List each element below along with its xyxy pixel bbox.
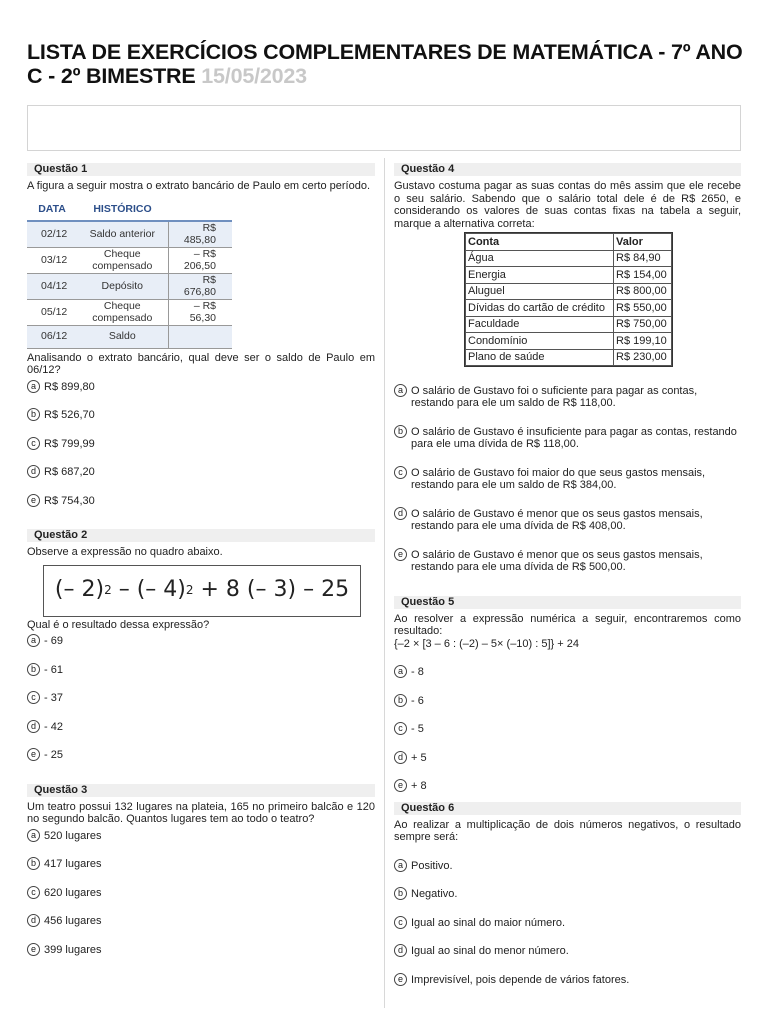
option-e[interactable]: [394, 780, 741, 793]
expression-box: [43, 565, 361, 617]
option-text: - 37: [44, 692, 63, 704]
column-divider: [384, 158, 385, 1008]
question-6: [394, 802, 741, 987]
option-b[interactable]: [394, 888, 741, 901]
table-cell: 03/12: [27, 247, 77, 273]
question-2-prompt: Qual é o resultado dessa expressão?: [27, 618, 210, 631]
student-name-box[interactable]: [27, 105, 741, 151]
expression-part: + 8 (– 3) – 25: [193, 577, 350, 603]
option-c[interactable]: [394, 917, 741, 930]
table-cell: – R$ 206,50: [168, 247, 232, 273]
option-letter-circle: d: [394, 944, 407, 957]
bills-table-frame: [464, 232, 673, 367]
option-letter-circle: d: [394, 507, 407, 520]
option-text: 399 lugares: [44, 943, 102, 956]
table-cell: Dívidas do cartão de crédito: [466, 300, 614, 317]
option-letter-circle: d: [27, 914, 40, 927]
table-cell: Cheque compensado: [77, 299, 168, 325]
table-cell: R$ 485,80: [168, 221, 232, 248]
option-e[interactable]: [27, 749, 375, 762]
option-letter-circle: d: [27, 465, 40, 478]
option-c[interactable]: [27, 438, 375, 451]
table-row: [466, 267, 672, 284]
question-4: [394, 163, 741, 574]
table-cell: R$ 199,10: [614, 333, 672, 350]
table-cell: Condomínio: [466, 333, 614, 350]
option-text: Igual ao sinal do maior número.: [411, 916, 566, 929]
option-a[interactable]: [27, 830, 375, 843]
option-b[interactable]: [394, 426, 741, 451]
question-1: [27, 163, 375, 507]
option-letter-circle: a: [394, 859, 407, 872]
option-letter-circle: e: [27, 494, 40, 507]
option-text: + 8: [411, 780, 427, 792]
table-cell: R$ 550,00: [614, 300, 672, 317]
table-row: [466, 283, 672, 300]
table-cell: – R$ 56,30: [168, 299, 232, 325]
option-letter-circle: b: [394, 887, 407, 900]
table-cell: Aluguel: [466, 283, 614, 300]
option-text: R$ 687,20: [44, 466, 95, 478]
option-text: - 42: [44, 720, 63, 733]
table-cell: Energia: [466, 267, 614, 284]
option-text: 620 lugares: [44, 886, 102, 899]
option-d[interactable]: [394, 508, 741, 533]
option-d[interactable]: [394, 752, 741, 765]
option-letter-circle: c: [394, 466, 407, 479]
bills-table: [465, 233, 672, 366]
option-b[interactable]: [27, 664, 375, 677]
question-5-text: Ao resolver a expressão numérica a seguir, encontraremos como resultado:: [394, 612, 741, 637]
option-text: Positivo.: [411, 859, 453, 872]
option-c[interactable]: [27, 692, 375, 705]
question-5-label: Questão 5: [394, 596, 741, 609]
question-2: [27, 529, 375, 762]
option-e[interactable]: [394, 549, 741, 574]
option-letter-circle: d: [27, 720, 40, 733]
option-c[interactable]: [394, 723, 741, 736]
option-c[interactable]: [394, 467, 741, 492]
table-cell: Depósito: [77, 273, 168, 299]
option-b[interactable]: [27, 409, 375, 422]
option-text: - 69: [44, 635, 63, 647]
table-header-history: HISTÓRICO: [77, 199, 168, 221]
option-letter-circle: a: [27, 829, 40, 842]
question-2-label: Questão 2: [27, 529, 375, 542]
option-text: + 5: [411, 751, 427, 764]
table-row: [466, 349, 672, 366]
option-letter-circle: e: [394, 973, 407, 986]
table-cell: Plano de saúde: [466, 349, 614, 366]
table-cell: Saldo anterior: [77, 221, 168, 248]
option-letter-circle: e: [27, 748, 40, 761]
option-text: R$ 899,80: [44, 380, 95, 393]
option-d[interactable]: [27, 915, 375, 928]
expression-part: – (– 4): [111, 577, 186, 603]
option-text: R$ 526,70: [44, 409, 95, 421]
bills-header-row: [466, 234, 672, 251]
question-4-text: Gustavo costuma pagar as suas contas do mês assim que ele recebe o seu salário. Sabendo que o salário total dele é de R$ 2650, e considerando os valores de suas contas fixas na tabela a seguir, marque a alternativa correta:: [394, 180, 741, 230]
table-row: [466, 300, 672, 317]
option-letter-circle: c: [27, 437, 40, 450]
page-title: [27, 40, 747, 88]
table-cell: R$ 800,00: [614, 283, 672, 300]
table-cell: R$ 230,00: [614, 349, 672, 366]
question-2-text: Observe a expressão no quadro abaixo.: [27, 546, 223, 558]
option-a[interactable]: [27, 635, 375, 648]
question-1-text: A figura a seguir mostra o extrato bancário de Paulo em certo período.: [27, 180, 371, 192]
table-cell: Cheque compensado: [77, 247, 168, 273]
expression-part: (– 2): [54, 577, 105, 603]
option-e[interactable]: [27, 495, 375, 508]
table-header-value: [168, 199, 232, 221]
question-1-prompt: Analisando o extrato bancário, qual deve ser o saldo de Paulo em 06/12?: [27, 351, 375, 376]
option-letter-circle: e: [27, 943, 40, 956]
option-text: O salário de Gustavo foi o suficiente para pagar as contas, restando para ele um saldo de R$ 118,00.: [411, 384, 698, 409]
option-letter-circle: e: [394, 779, 407, 792]
option-letter-circle: c: [27, 691, 40, 704]
option-letter-circle: b: [27, 408, 40, 421]
option-text: Negativo.: [411, 888, 458, 900]
question-3: [27, 784, 375, 957]
option-letter-circle: d: [394, 751, 407, 764]
option-text: O salário de Gustavo é insuficiente para pagar as contas, restando para ele uma dívida de R$ 118,00.: [411, 425, 737, 450]
table-header-account: Conta: [466, 234, 614, 251]
option-a[interactable]: [394, 666, 741, 679]
question-6-text: Ao realizar a multiplicação de dois números negativos, o resultado sempre será:: [394, 818, 741, 843]
option-text: 417 lugares: [44, 858, 102, 870]
title-text: LISTA DE EXERCÍCIOS COMPLEMENTARES DE MATEMÁTICA - 7º ANO C - 2º BIMESTRE: [27, 40, 743, 88]
option-d[interactable]: [27, 721, 375, 734]
option-letter-circle: e: [394, 548, 407, 561]
option-a[interactable]: [27, 381, 375, 394]
option-text: - 61: [44, 663, 63, 676]
option-letter-circle: c: [394, 916, 407, 929]
option-e[interactable]: [27, 944, 375, 957]
option-b[interactable]: [27, 858, 375, 871]
option-letter-circle: b: [27, 663, 40, 676]
table-cell: 06/12: [27, 325, 77, 348]
option-text: Igual ao sinal do menor número.: [411, 945, 569, 957]
question-3-text: Um teatro possui 132 lugares na plateia, 165 no primeiro balcão e 120 no segundo balcão. Quantos lugares tem ao todo o teatro?: [27, 800, 375, 825]
table-cell: 02/12: [27, 221, 77, 248]
option-text: - 8: [411, 666, 424, 678]
option-text: R$ 799,99: [44, 437, 95, 450]
option-text: 520 lugares: [44, 829, 102, 842]
table-row: [27, 325, 232, 348]
table-header-amount: Valor: [614, 234, 672, 251]
option-letter-circle: b: [394, 425, 407, 438]
table-cell: 05/12: [27, 299, 77, 325]
option-letter-circle: a: [394, 665, 407, 678]
table-cell: [168, 325, 232, 348]
option-a[interactable]: [394, 385, 741, 410]
option-text: 456 lugares: [44, 915, 102, 927]
left-column: [27, 163, 375, 956]
exponent: 2: [104, 583, 112, 598]
table-cell: 04/12: [27, 273, 77, 299]
table-cell: Faculdade: [466, 316, 614, 333]
option-c[interactable]: [27, 887, 375, 900]
right-column: [394, 163, 741, 986]
option-text: R$ 754,30: [44, 494, 95, 507]
table-header-date: DATA: [27, 199, 77, 221]
question-1-label: Questão 1: [27, 163, 375, 176]
table-row: [27, 221, 232, 248]
table-row: [27, 247, 232, 273]
table-cell: R$ 750,00: [614, 316, 672, 333]
table-row: [466, 250, 672, 267]
option-a[interactable]: [394, 860, 741, 873]
date-text: 15/05/2023: [201, 64, 307, 88]
table-cell: R$ 84,90: [614, 250, 672, 267]
table-cell: R$ 676,80: [168, 273, 232, 299]
option-text: - 25: [44, 749, 63, 761]
table-cell: R$ 154,00: [614, 267, 672, 284]
option-text: O salário de Gustavo é menor que os seus gastos mensais, restando para ele uma dívida de R$ 408,00.: [411, 507, 703, 532]
question-5: [394, 596, 741, 793]
option-text: O salário de Gustavo foi maior do que seus gastos mensais, restando para ele um saldo de R$ 384,00.: [411, 466, 706, 491]
option-b[interactable]: [394, 695, 741, 708]
option-text: Imprevisível, pois depende de vários fatores.: [411, 973, 630, 986]
option-d[interactable]: [27, 466, 375, 479]
table-row: [466, 316, 672, 333]
option-letter-circle: c: [27, 886, 40, 899]
table-row: [466, 333, 672, 350]
table-row: [27, 273, 232, 299]
bank-statement-header-row: [27, 199, 232, 221]
question-6-label: Questão 6: [394, 802, 741, 815]
option-letter-circle: b: [394, 694, 407, 707]
option-letter-circle: a: [27, 634, 40, 647]
option-letter-circle: c: [394, 722, 407, 735]
question-4-label: Questão 4: [394, 163, 741, 176]
option-letter-circle: a: [394, 384, 407, 397]
option-d[interactable]: [394, 945, 741, 958]
option-e[interactable]: [394, 974, 741, 987]
question-3-label: Questão 3: [27, 784, 375, 797]
question-5-expression: {–2 × [3 – 6 : (–2) – 5× (–10) : 5]} + 24: [394, 637, 579, 650]
exponent: 2: [185, 583, 194, 598]
option-text: O salário de Gustavo é menor que os seus gastos mensais, restando para ele uma dívida de R$ 500,00.: [411, 548, 703, 573]
table-cell: Saldo: [77, 325, 168, 348]
option-letter-circle: a: [27, 380, 40, 393]
option-text: - 5: [411, 723, 424, 735]
table-row: [27, 299, 232, 325]
table-cell: Água: [466, 250, 614, 267]
option-letter-circle: b: [27, 857, 40, 870]
bank-statement-table: [27, 199, 232, 349]
option-text: - 6: [411, 694, 424, 707]
